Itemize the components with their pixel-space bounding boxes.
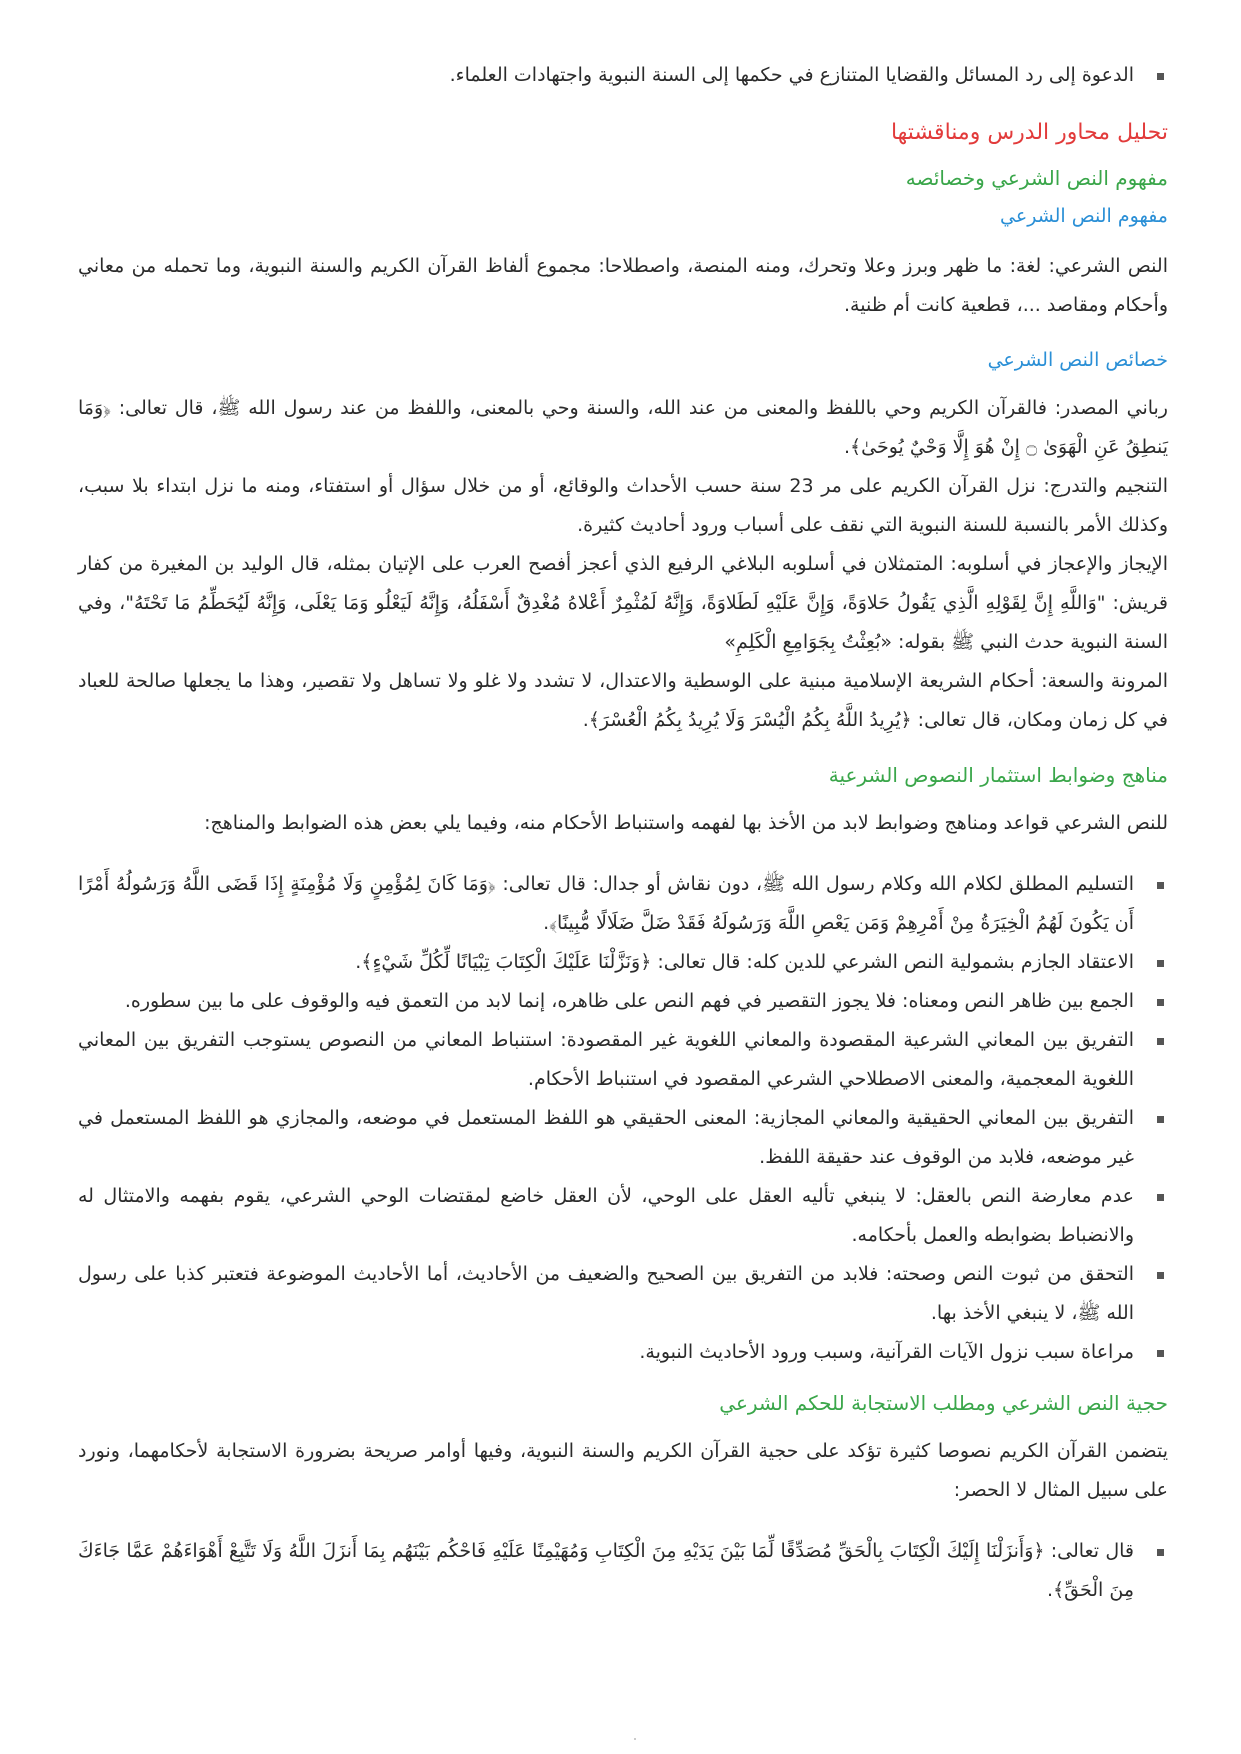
list-item: التفريق بين المعاني الحقيقية والمعاني المجازية: المعنى الحقيقي هو اللفظ المستعمل في موضعه، والمجازي هو اللفظ المستعمل في غير موضعه، فلابد من الوقوف عند حقيقة اللفظ.: [78, 1099, 1168, 1177]
list-item: قال تعالى: ﴿وَأَنزَلْنَا إِلَيْكَ الْكِتَابَ بِالْحَقِّ مُصَدِّقًا لِّمَا بَيْنَ يَدَيْهِ مِنَ الْكِتَابِ وَمُهَيْمِنًا عَلَيْهِ فَاحْكُم بَيْنَهُم بِمَا أَنزَلَ اللَّهُ وَلَا تَتَّبِعْ أَهْوَاءَهُمْ عَمَّا جَاءَكَ مِنَ الْحَقِّ﴾.: [78, 1532, 1168, 1610]
section-title: تحليل محاور الدرس ومناقشتها: [890, 120, 1168, 145]
authority-list: [78, 1532, 1168, 1610]
feature-paragraph: الإيجاز والإعجاز في أسلوبه: المتمثلان في أسلوبه البلاغي الرفيع الذي أعجز أفصح العرب على الإتيان بمثله، قال الوليد بن المغيرة من كفار قريش: "وَاللَّهِ إِنَّ لِقَوْلِهِ الَّذِي يَقُولُ حَلاوَةً، وَإِنَّ عَلَيْهِ لَطَلاوَةً، وَإِنَّهُ لَمُثْمِرٌ أَعْلاهُ مُغْدِقٌ أَسْفَلُهُ، وَإِنَّهُ لَيَعْلُو وَمَا يَعْلَى، وَإِنَّهُ لَيُحَطِّمُ مَا تَحْتَهُ"، وفي السنة النبوية حدث النبي ﷺ بقوله: «بُعِثْتُ بِجَوَامِعِ الْكَلِمِ»: [78, 553, 1168, 653]
list-item: التسليم المطلق لكلام الله وكلام رسول الله ﷺ، دون نقاش أو جدال: قال تعالى: ﴿وَمَا كَانَ لِمُؤْمِنٍ وَلَا مُؤْمِنَةٍ إِذَا قَضَى اللَّهُ وَرَسُولُهُ أَمْرًا أَن يَكُونَ لَهُمُ الْخِيَرَةُ مِنْ أَمْرِهِمْ وَمَن يَعْصِ اللَّهَ وَرَسُولَهُ فَقَدْ ضَلَّ ضَلَالًا مُّبِينًا﴾.: [78, 865, 1168, 943]
feature-paragraph: رباني المصدر: فالقرآن الكريم وحي باللفظ والمعنى من عند الله، والسنة وحي بالمعنى، واللفظ من عند رسول الله ﷺ، قال تعالى: ﴿وَمَا يَنطِقُ عَنِ الْهَوَىٰ ۝ إِنْ هُوَ إِلَّا وَحْيٌ يُوحَىٰ﴾.: [78, 397, 1168, 458]
list-item: التفريق بين المعاني الشرعية المقصودة والمعاني اللغوية غير المقصودة: استنباط المعاني من النصوص يستوجب التفريق بين المعاني اللغوية المعجمية، والمعنى الاصطلاحي الشرعي المقصود في استنباط الأحكام.: [78, 1021, 1168, 1099]
authority-intro: يتضمن القرآن الكريم نصوصا كثيرة تؤكد على حجية القرآن الكريم والسنة النبوية، وفيها أوامر صريحة بضرورة الاستجابة لأحكامهما، ونورد على سبيل المثال لا الحصر:: [78, 1440, 1168, 1501]
authority-heading: حجية النص الشرعي ومطلب الاستجابة للحكم الشرعي: [719, 1391, 1168, 1415]
definition-text: النص الشرعي: لغة: ما ظهر وبرز وعلا وتحرك، ومنه المنصة، واصطلاحا: مجموع ألفاظ القرآن الكريم والسنة النبوية، وما تحمله من معاني وأحكام ومقاصد ...، قطعية كانت أم ظنية.: [78, 255, 1168, 316]
definition-heading: مفهوم النص الشرعي: [1000, 205, 1168, 227]
list-item: الجمع بين ظاهر النص ومعناه: فلا يجوز التقصير في فهم النص على ظاهره، إنما لابد من التعمق فيه والوقوف على ما بين سطوره.: [78, 982, 1168, 1021]
list-item: الدعوة إلى رد المسائل والقضايا المتنازع في حكمها إلى السنة النبوية واجتهادات العلماء.: [78, 56, 1168, 95]
feature-paragraph: التنجيم والتدرج: نزل القرآن الكريم على مر 23 سنة حسب الأحداث والوقائع، أو من خلال سؤال أو استفتاء، ومنه ما نزل ابتداء بلا سبب، وكذلك الأمر بالنسبة للسنة النبوية التي نقف على أسباب ورود أحاديث كثيرة.: [78, 475, 1168, 536]
concept-heading: مفهوم النص الشرعي وخصائصه: [905, 166, 1168, 190]
footer-mark: [634, 1738, 636, 1740]
list-item: عدم معارضة النص بالعقل: لا ينبغي تأليه العقل على الوحي، لأن العقل خاضع لمقتضات الوحي الشرعي، يقوم بفهمه والامتثال له والانضباط بضوابطه والعمل بأحكامه.: [78, 1177, 1168, 1255]
intro-list: [78, 56, 1168, 95]
methods-heading: مناهج وضوابط استثمار النصوص الشرعية: [828, 763, 1168, 787]
document-page: [78, 56, 1168, 1610]
features-heading: خصائص النص الشرعي: [987, 349, 1168, 371]
feature-paragraph: المرونة والسعة: أحكام الشريعة الإسلامية مبنية على الوسطية والاعتدال، لا تشدد ولا غلو ولا تساهل ولا تقصير، وهذا ما يجعلها صالحة للعباد في كل زمان ومكان، قال تعالى: ﴿يُرِيدُ اللَّهُ بِكُمُ الْيُسْرَ وَلَا يُرِيدُ بِكُمُ الْعُسْرَ﴾.: [78, 670, 1168, 731]
methods-intro: للنص الشرعي قواعد ومناهج وضوابط لابد من الأخذ بها لفهمه واستنباط الأحكام منه، وفيما يلي بعض هذه الضوابط والمناهج:: [204, 812, 1168, 834]
list-item: مراعاة سبب نزول الآيات القرآنية، وسبب ورود الأحاديث النبوية.: [78, 1333, 1168, 1372]
list-item: التحقق من ثبوت النص وصحته: فلابد من التفريق بين الصحيح والضعيف من الأحاديث، أما الأحاديث الموضوعة فتعتبر كذبا على رسول الله ﷺ، لا ينبغي الأخذ بها.: [78, 1255, 1168, 1333]
list-item: الاعتقاد الجازم بشمولية النص الشرعي للدين كله: قال تعالى: ﴿وَنَزَّلْنَا عَلَيْكَ الْكِتَابَ تِبْيَانًا لِّكُلِّ شَيْءٍ﴾.: [78, 943, 1168, 982]
methods-list: [78, 865, 1168, 1372]
